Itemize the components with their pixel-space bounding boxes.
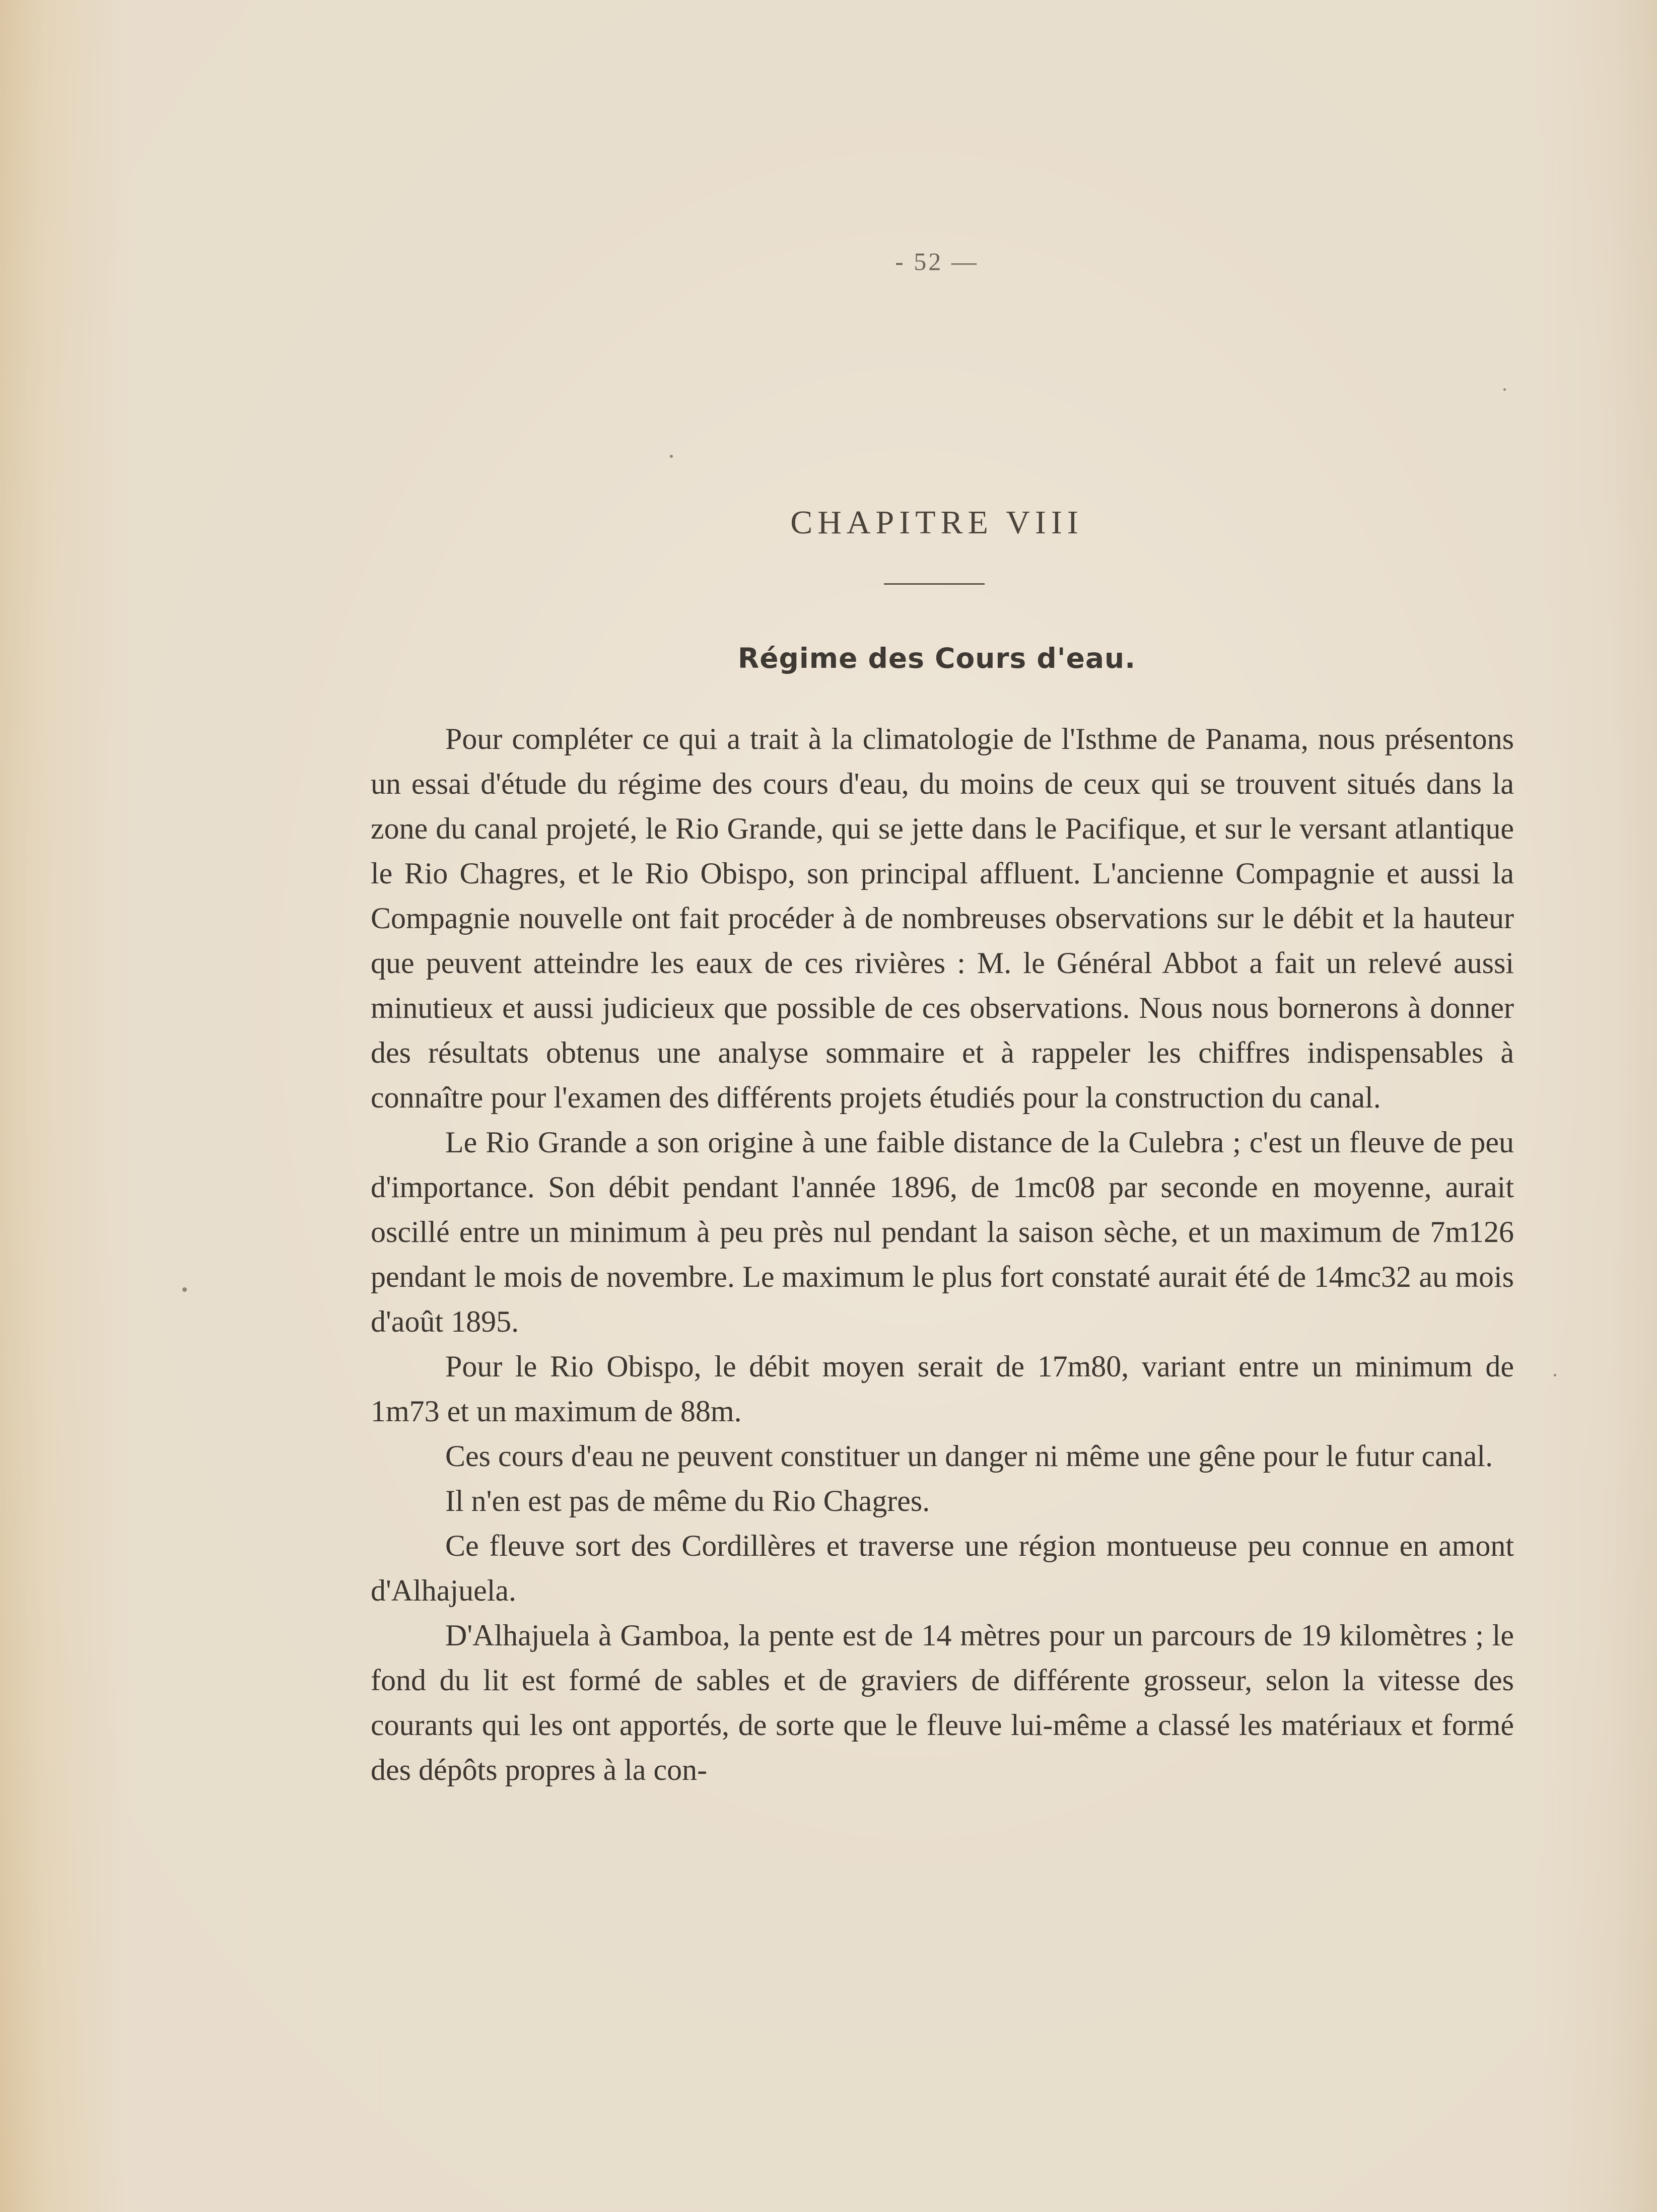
paragraph-4: Ces cours d'eau ne peuvent constituer un danger ni même une gêne pour le futur canal.: [445, 1439, 1493, 1473]
paragraph-6: Ce fleuve sort des Cordillères et traverse une région montueuse peu connue en amont d'Alhajuela.: [371, 1529, 1514, 1607]
paper-speck: [670, 455, 673, 458]
chapter-title: CHAPITRE VIII: [790, 504, 1083, 541]
paragraph-7: D'Alhajuela à Gamboa, la pente est de 14 mètres pour un parcours de 19 kilomètres ; le fond du lit est formé de sables et de graviers de différente grosseur, selon la vitesse des courants qui les ont apportés, de sorte que le fleuve lui-même a classé les matériaux et formé des dépôts propres à la con-: [371, 1619, 1514, 1786]
paragraph-3: Pour le Rio Obispo, le débit moyen serait de 17m80, variant entre un minimum de 1m73 et un maximum de 88m.: [371, 1350, 1514, 1428]
title-rule: [884, 583, 985, 585]
paragraph-2: Le Rio Grande a son origine à une faible distance de la Culebra ; c'est un fleuve de peu d'importance. Son débit pendant l'année 1896, de 1mc08 par seconde en moyenne, aurait oscillé entre un minimum à peu près nul pendant la saison sèche, et un maximum de 7m126 pendant le mois de novembre. Le maximum le plus fort constaté aurait été de 14mc32 au mois d'août 1895.: [371, 1126, 1514, 1338]
paragraph-5: Il n'en est pas de même du Rio Chagres.: [445, 1484, 930, 1517]
paragraph-1: Pour compléter ce qui a trait à la climatologie de l'Isthme de Panama, nous présentons un essai d'étude du régime des cours d'eau, du moins de ceux qui se trouvent situés dans la zone du canal projeté, le Rio Grande, qui se jette dans le Pacifique, et sur le versant atlantique le Rio Chagres, et le Rio Obispo, son principal affluent. L'ancienne Compagnie et aussi la Compagnie nouvelle ont fait procéder à de nombreuses observations sur le débit et la hauteur que peuvent atteindre les eaux de ces rivières : M. le Général Abbot a fait un relevé aussi minutieux et aussi judicieux que possible de ces observations. Nous nous bornerons à donner des résultats obtenus une analyse sommaire et à rappeler les chiffres indispensables à connaître pour l'examen des différents projets étudiés pour la construction du canal.: [371, 722, 1514, 1114]
section-title: Régime des Cours d'eau.: [737, 642, 1136, 674]
paper-speck: [182, 1287, 187, 1292]
paper-speck: [1554, 1374, 1556, 1376]
paper-speck: [1503, 388, 1506, 391]
body-text: [371, 717, 1514, 1792]
page-number: - 52 —: [895, 247, 979, 275]
